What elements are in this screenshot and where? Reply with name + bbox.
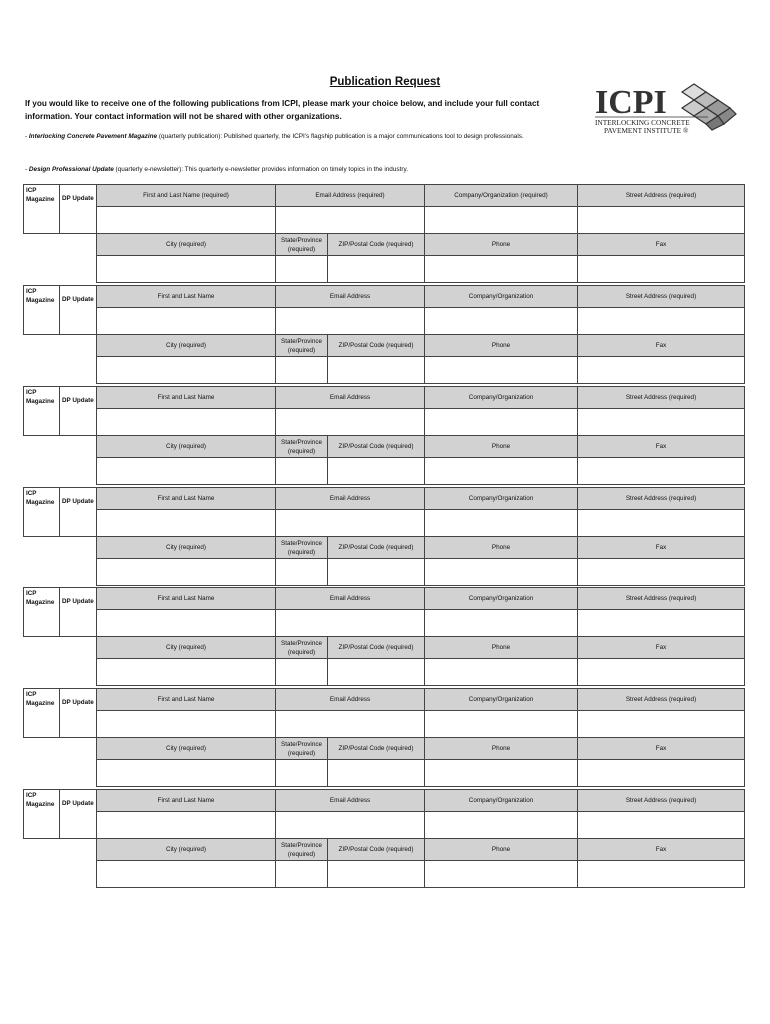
name-header-label: First and Last Name [157,797,215,804]
city-header [96,636,276,659]
dp-update-label: DP Update [62,498,94,505]
icp-magazine-checkbox[interactable] [23,587,60,637]
zip-header-label: ZIP/Postal Code (required) [338,443,414,450]
company-header-label: Company/Organization [468,394,534,401]
fax-field[interactable] [577,658,745,686]
city-field[interactable] [96,658,276,686]
zip-field[interactable] [327,860,425,888]
form-block [23,789,745,888]
state-header-label: State/Province (required) [281,639,322,656]
company-header-label: Company/Organization [468,495,534,502]
fax-field[interactable] [577,759,745,787]
street-header-label: Street Address (required) [625,797,697,804]
name-header-label: First and Last Name (required) [143,192,229,199]
dp-update-checkbox[interactable] [59,386,97,436]
email-field[interactable] [275,307,425,335]
zip-field[interactable] [327,558,425,586]
icp-magazine-checkbox[interactable] [23,386,60,436]
street-header-label: Street Address (required) [625,394,697,401]
zip-header [327,435,425,458]
name-header-label: First and Last Name [157,696,215,703]
phone-header [424,536,578,559]
city-header-label: City (required) [166,846,206,853]
city-header-label: City (required) [166,443,206,450]
pub1-name: Interlocking Concrete Pavement Magazine [28,133,158,140]
zip-header-label: ZIP/Postal Code (required) [338,241,414,248]
email-header [275,789,425,812]
street-header-label: Street Address (required) [625,696,697,703]
state-header-label: State/Province (required) [281,236,322,253]
dp-update-checkbox[interactable] [59,789,97,839]
paver-stack-icon [682,84,736,130]
dp-update-checkbox[interactable] [59,587,97,637]
phone-header-label: Phone [491,644,511,651]
street-header-label: Street Address (required) [625,495,697,502]
fax-header-label: Fax [655,544,667,551]
email-header-label: Email Address [329,696,371,703]
email-header [275,688,425,711]
street-field[interactable] [577,609,745,637]
city-header [96,233,276,256]
dp-update-checkbox[interactable] [59,487,97,537]
pub2-prefix: - [25,166,29,173]
icp-magazine-label: ICP Magazine [26,389,55,405]
dp-update-checkbox[interactable] [59,184,97,234]
state-header-label: State/Province (required) [281,539,322,556]
zip-header-label: ZIP/Postal Code (required) [338,342,414,349]
city-header-label: City (required) [166,544,206,551]
email-field[interactable] [275,710,425,738]
fax-header [577,536,745,559]
icp-magazine-label: ICP Magazine [26,590,55,606]
email-header-label: Email Address [329,797,371,804]
street-header-label: Street Address (required) [625,293,697,300]
city-field[interactable] [96,255,276,283]
company-header-label: Company/Organization [468,595,534,602]
pub1-desc: (quarterly publication): Published quarterly, the ICPI's flagship publication is a major communications tool to design professionals. [157,133,524,140]
fax-field[interactable] [577,356,745,384]
phone-header-label: Phone [491,544,511,551]
phone-field[interactable] [424,860,578,888]
state-header-label: State/Province (required) [281,740,322,757]
zip-header [327,536,425,559]
city-header [96,334,276,357]
fax-field[interactable] [577,457,745,485]
company-header [424,285,578,308]
fax-header-label: Fax [655,342,667,349]
zip-header-label: ZIP/Postal Code (required) [338,544,414,551]
logo-line-1: INTERLOCKING CONCRETE [595,118,690,127]
name-header-label: First and Last Name [157,394,215,401]
form-block [23,587,745,686]
state-field[interactable] [275,255,328,283]
company-header-label: Company/Organization [468,696,534,703]
street-header-label: Street Address (required) [625,192,697,199]
street-field[interactable] [577,206,745,234]
dp-update-label: DP Update [62,296,94,303]
fax-header-label: Fax [655,241,667,248]
state-header [275,334,328,357]
phone-header [424,233,578,256]
city-header [96,435,276,458]
state-header [275,536,328,559]
email-field[interactable] [275,509,425,537]
company-field[interactable] [424,206,578,234]
zip-field[interactable] [327,255,425,283]
zip-header [327,334,425,357]
phone-header-label: Phone [491,846,511,853]
street-field[interactable] [577,509,745,537]
dp-update-label: DP Update [62,397,94,404]
city-header-label: City (required) [166,241,206,248]
company-header-label: Company/Organization (required) [454,192,548,199]
email-header [275,587,425,610]
company-header-label: Company/Organization [468,797,534,804]
phone-header-label: Phone [491,241,511,248]
dp-update-checkbox[interactable] [59,285,97,335]
name-header [96,285,276,308]
street-header [577,386,745,409]
email-header [275,487,425,510]
icp-magazine-label: ICP Magazine [26,691,55,707]
email-header-label: Email Address [329,495,371,502]
fax-header [577,636,745,659]
name-header [96,587,276,610]
phone-header [424,334,578,357]
dp-update-checkbox[interactable] [59,688,97,738]
fax-header [577,334,745,357]
company-field[interactable] [424,509,578,537]
icp-magazine-checkbox[interactable] [23,285,60,335]
street-header [577,688,745,711]
state-field[interactable] [275,860,328,888]
phone-header [424,636,578,659]
street-header [577,184,745,207]
name-header [96,688,276,711]
state-field[interactable] [275,658,328,686]
phone-field[interactable] [424,558,578,586]
company-field[interactable] [424,811,578,839]
name-header-label: First and Last Name [157,495,215,502]
form-block [23,184,745,283]
email-header-label: Email Address [329,394,371,401]
fax-header [577,233,745,256]
zip-field[interactable] [327,658,425,686]
fax-header-label: Fax [655,745,667,752]
form-block [23,386,745,485]
dp-update-label: DP Update [62,699,94,706]
state-header [275,233,328,256]
company-header [424,789,578,812]
fax-header [577,435,745,458]
street-header-label: Street Address (required) [625,595,697,602]
zip-field[interactable] [327,457,425,485]
name-field[interactable] [96,811,276,839]
fax-field[interactable] [577,558,745,586]
state-header-label: State/Province (required) [281,841,322,858]
email-header-label: Email Address (required) [315,192,385,199]
email-field[interactable] [275,811,425,839]
company-field[interactable] [424,710,578,738]
phone-header-label: Phone [491,443,511,450]
name-header [96,487,276,510]
company-header [424,487,578,510]
zip-field[interactable] [327,759,425,787]
fax-header-label: Fax [655,846,667,853]
street-header [577,487,745,510]
city-header-label: City (required) [166,644,206,651]
state-field[interactable] [275,457,328,485]
logo-line-2: PAVEMENT INSTITUTE ® [604,126,689,135]
phone-header-label: Phone [491,745,511,752]
icp-magazine-checkbox[interactable] [23,487,60,537]
state-field[interactable] [275,558,328,586]
publication-1-description [25,131,565,142]
city-field[interactable] [96,860,276,888]
dp-update-label: DP Update [62,195,94,202]
name-field[interactable] [96,609,276,637]
zip-header [327,233,425,256]
zip-field[interactable] [327,356,425,384]
name-header [96,184,276,207]
company-header-label: Company/Organization [468,293,534,300]
city-field[interactable] [96,457,276,485]
logo-wordmark: ICPI [595,84,667,121]
dp-update-label: DP Update [62,800,94,807]
zip-header-label: ZIP/Postal Code (required) [338,644,414,651]
name-field[interactable] [96,206,276,234]
name-header-label: First and Last Name [157,595,215,602]
phone-field[interactable] [424,356,578,384]
zip-header [327,737,425,760]
city-field[interactable] [96,558,276,586]
company-field[interactable] [424,307,578,335]
fax-field[interactable] [577,255,745,283]
zip-header-label: ZIP/Postal Code (required) [338,745,414,752]
company-field[interactable] [424,609,578,637]
street-header [577,587,745,610]
name-field[interactable] [96,408,276,436]
icp-magazine-checkbox[interactable] [23,789,60,839]
city-field[interactable] [96,356,276,384]
street-header [577,285,745,308]
zip-header [327,838,425,861]
state-header-label: State/Province (required) [281,438,322,455]
fax-header [577,838,745,861]
icp-magazine-label: ICP Magazine [26,187,55,203]
email-header [275,386,425,409]
company-header [424,587,578,610]
company-header [424,386,578,409]
state-header [275,838,328,861]
zip-header [327,636,425,659]
company-field[interactable] [424,408,578,436]
street-field[interactable] [577,408,745,436]
phone-field[interactable] [424,457,578,485]
street-field[interactable] [577,710,745,738]
dp-update-label: DP Update [62,598,94,605]
fax-field[interactable] [577,860,745,888]
name-field[interactable] [96,509,276,537]
phone-field[interactable] [424,759,578,787]
phone-header [424,737,578,760]
icp-magazine-checkbox[interactable] [23,184,60,234]
email-header [275,184,425,207]
street-field[interactable] [577,811,745,839]
state-field[interactable] [275,759,328,787]
city-header-label: City (required) [166,342,206,349]
icp-magazine-label: ICP Magazine [26,490,55,506]
pub1-prefix: - [25,133,29,140]
icpi-logo [590,80,740,142]
form-block [23,285,745,384]
zip-header-label: ZIP/Postal Code (required) [338,846,414,853]
icp-magazine-checkbox[interactable] [23,688,60,738]
page-title: Publication Request [329,76,441,88]
name-field[interactable] [96,710,276,738]
email-field[interactable] [275,408,425,436]
email-header [275,285,425,308]
email-header-label: Email Address [329,595,371,602]
city-header [96,737,276,760]
publication-2-description [25,164,565,175]
email-field[interactable] [275,609,425,637]
state-header [275,435,328,458]
fax-header [577,737,745,760]
icp-magazine-label: ICP Magazine [26,288,55,304]
form-block [23,487,745,586]
phone-field[interactable] [424,658,578,686]
company-header [424,184,578,207]
phone-header-label: Phone [491,342,511,349]
city-header [96,536,276,559]
city-header-label: City (required) [166,745,206,752]
state-header [275,636,328,659]
city-header [96,838,276,861]
phone-header [424,435,578,458]
state-field[interactable] [275,356,328,384]
city-field[interactable] [96,759,276,787]
street-field[interactable] [577,307,745,335]
name-header [96,386,276,409]
email-header-label: Email Address [329,293,371,300]
fax-header-label: Fax [655,443,667,450]
name-field[interactable] [96,307,276,335]
name-header-label: First and Last Name [157,293,215,300]
phone-field[interactable] [424,255,578,283]
pub2-name: Design Professional Update [28,166,114,173]
email-field[interactable] [275,206,425,234]
phone-header [424,838,578,861]
street-header [577,789,745,812]
form-block [23,688,745,787]
state-header [275,737,328,760]
pub2-desc: (quarterly e-newsletter): This quarterly e-newsletter provides information on timely topics in the industry. [113,166,408,173]
fax-header-label: Fax [655,644,667,651]
icp-magazine-label: ICP Magazine [26,792,55,808]
name-header [96,789,276,812]
state-header-label: State/Province (required) [281,337,322,354]
company-header [424,688,578,711]
intro-text: If you would like to receive one of the following publications from ICPI, please mark your choice below, and include your full contact information. Your contact information will not be shared with other organizations. [25,99,540,121]
